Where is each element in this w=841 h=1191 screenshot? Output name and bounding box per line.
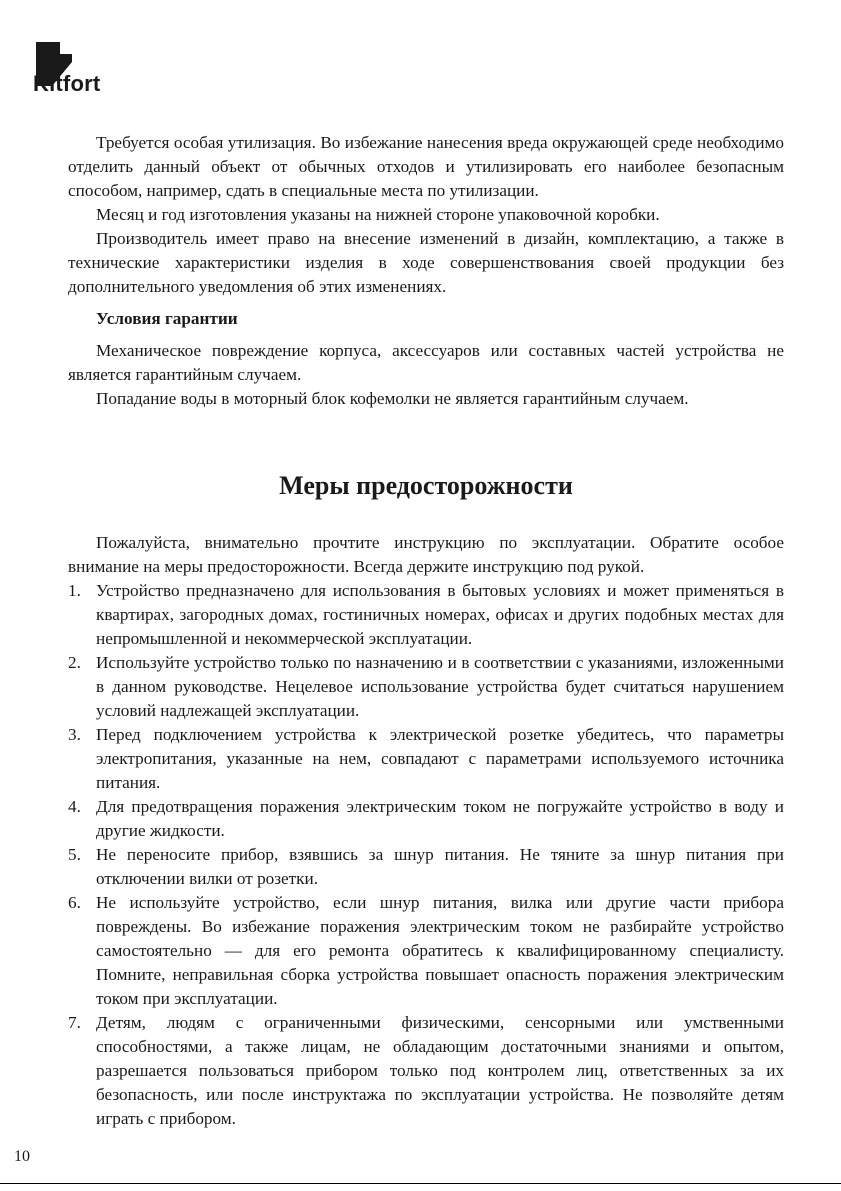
intro-paragraph: Требуется особая утилизация. Во избежание нанесения вреда окружающей среде необходимо отделить данный объект от обычных отходов и утилизировать его наиболее безопасным способом, например, сдать в специальные места по утилизации. bbox=[68, 133, 784, 200]
list-item-number: 7. bbox=[68, 1013, 81, 1032]
precautions-list bbox=[68, 579, 784, 1131]
list-item bbox=[68, 843, 784, 891]
list-item-number: 5. bbox=[68, 845, 81, 864]
intro-paragraph: Производитель имеет право на внесение изменений в дизайн, комплектацию, а также в технические характеристики изделия в ходе совершенствования своей продукции без дополнительного уведомления об этих изменениях. bbox=[68, 229, 784, 296]
brand-name: Kitfort bbox=[33, 71, 101, 96]
warranty-paragraph: Попадание воды в моторный блок кофемолки не является гарантийным случаем. bbox=[96, 389, 689, 408]
list-item bbox=[68, 723, 784, 795]
list-item-number: 3. bbox=[68, 725, 81, 744]
list-item-text: Перед подключением устройства к электрической розетке убедитесь, что параметры электропитания, указанные на нем, совпадают с параметрами используемого источника питания. bbox=[96, 725, 784, 792]
intro-paragraph: Месяц и год изготовления указаны на нижней стороне упаковочной коробки. bbox=[96, 205, 660, 224]
page-content bbox=[68, 131, 784, 1131]
list-item-text: Используйте устройство только по назначению и в соответствии с указаниями, изложенными в данном руководстве. Нецелевое использование устройства будет считаться нарушением условий надлежащей эксплуатации. bbox=[96, 653, 784, 720]
page-number: 10 bbox=[14, 1148, 30, 1165]
list-item-number: 2. bbox=[68, 653, 81, 672]
warranty-heading: Условия гарантии bbox=[96, 309, 238, 328]
list-item bbox=[68, 891, 784, 1011]
list-item-text: Для предотвращения поражения электрическим током не погружайте устройство в воду и другие жидкости. bbox=[96, 797, 784, 840]
list-item bbox=[68, 1011, 784, 1131]
precautions-intro: Пожалуйста, внимательно прочтите инструкцию по эксплуатации. Обратите особое внимание на меры предосторожности. Всегда держите инструкцию под рукой. bbox=[68, 533, 784, 576]
list-item-text: Не используйте устройство, если шнур питания, вилка или другие части прибора повреждены. Во избежание поражения электрическим током не разбирайте устройство самостоятельно — для его ремонта обратитесь к квалифицированному специалисту. Помните, неправильная сборка устройства повышает опасность поражения электрическим током при эксплуатации. bbox=[96, 893, 784, 1008]
list-item bbox=[68, 579, 784, 651]
bottom-divider bbox=[0, 1183, 841, 1184]
list-item-number: 1. bbox=[68, 581, 81, 600]
list-item-text: Детям, людям с ограниченными физическими, сенсорными или умственными способностями, а также лицам, не обладающим достаточными знаниями и опытом, разрешается пользоваться прибором только под контролем лиц, ответственных за их безопасность, или после инструктажа по эксплуатации устройства. Не позволяйте детям играть с прибором. bbox=[96, 1013, 784, 1128]
list-item-number: 4. bbox=[68, 797, 81, 816]
list-item bbox=[68, 795, 784, 843]
warranty-paragraph: Механическое повреждение корпуса, аксессуаров или составных частей устройства не является гарантийным случаем. bbox=[68, 341, 784, 384]
section-title: Меры предосторожности bbox=[279, 471, 573, 500]
list-item-text: Не переносите прибор, взявшись за шнур питания. Не тяните за шнур питания при отключении вилки от розетки. bbox=[96, 845, 784, 888]
list-item-number: 6. bbox=[68, 893, 81, 912]
list-item bbox=[68, 651, 784, 723]
list-item-text: Устройство предназначено для использования в бытовых условиях и может применяться в квартирах, загородных домах, гостиничных номерах, офисах и других подобных местах для непромышленной и некоммерческой эксплуатации. bbox=[96, 581, 784, 648]
